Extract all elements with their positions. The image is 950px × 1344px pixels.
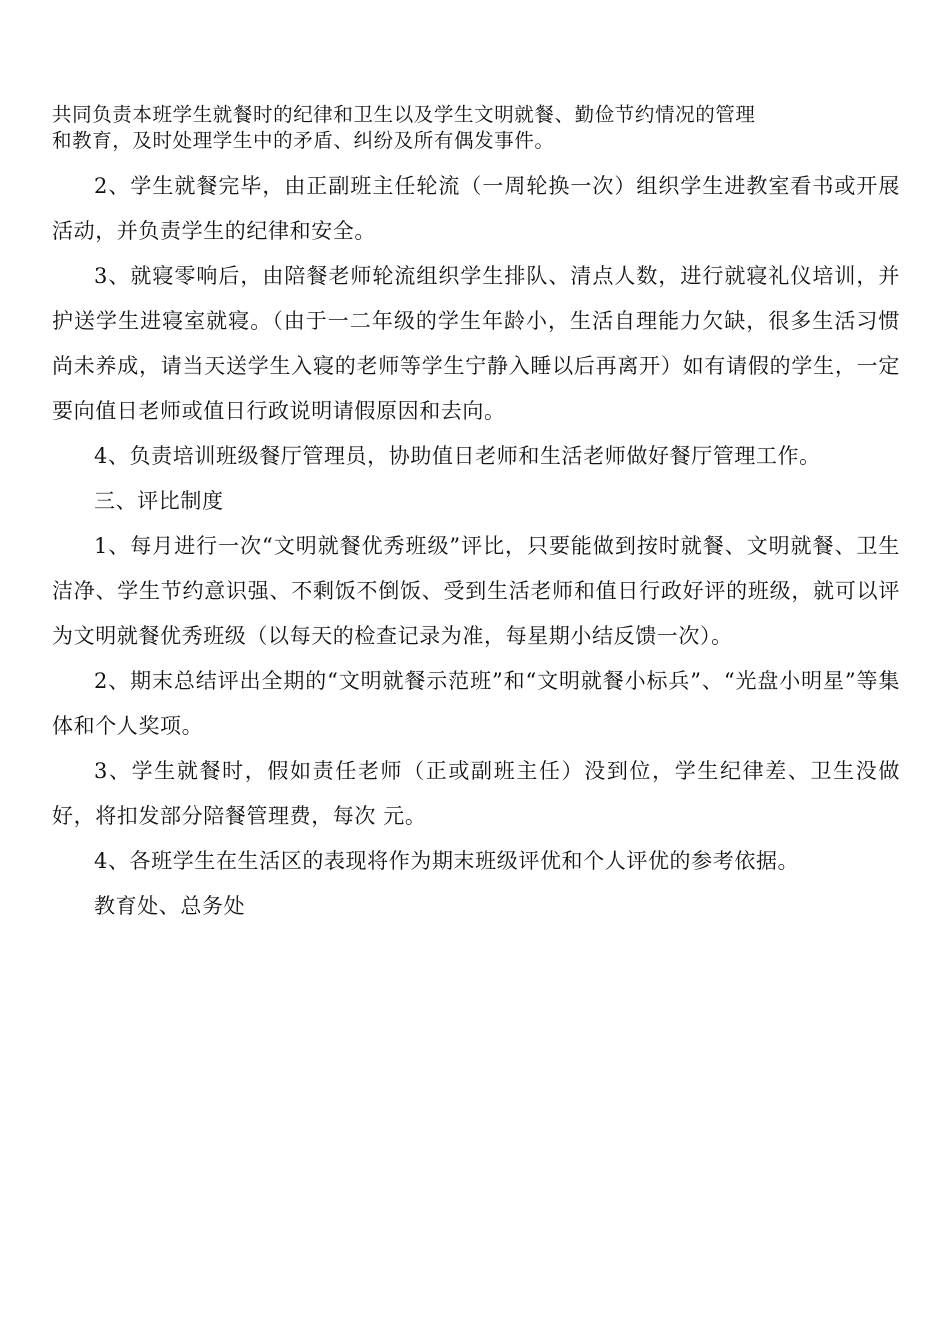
intro-line-2: 和教育，及时处理学生中的矛盾、纠纷及所有偶发事件。 [52, 129, 555, 152]
duty-paragraph-3: 3、就寝零响后，由陪餐老师轮流组织学生排队、清点人数，进行就寝礼仪培训，并护送学生进寝室就寝。（由于一二年级的学生年龄小，生活自理能力欠缺，很多生活习惯尚未养成，请当天送学生入寝的老师等学生宁静入睡以后再离开）如有请假的学生，一定要向值日老师或值日行政说明请假原因和去向。 [52, 264, 900, 423]
rule-paragraph-3: 3、学生就餐时，假如责任老师（正或副班主任）没到位，学生纪律差、卫生没做好，将扣发部分陪餐管理费，每次 元。 [52, 759, 900, 828]
section-heading: 三、评比制度 [94, 489, 224, 513]
issuer-signature: 教育处、总务处 [94, 894, 246, 918]
rule-paragraph-1: 1、每月进行一次“文明就餐优秀班级”评比，只要能做到按时就餐、文明就餐、卫生洁净、学生节约意识强、不剩饭不倒饭、受到生活老师和值日行政好评的班级，就可以评为文明就餐优秀班级（以每天的检查记录为准，每星期小结反馈一次）。 [52, 534, 900, 648]
duty-paragraph-2: 2、学生就餐完毕，由正副班主任轮流（一周轮换一次）组织学生进教室看书或开展活动，并负责学生的纪律和安全。 [52, 174, 900, 243]
duty-paragraph-4: 4、负责培训班级餐厅管理员，协助值日老师和生活老师做好餐厅管理工作。 [94, 444, 821, 468]
intro-paragraph [52, 102, 852, 154]
intro-line-1: 共同负责本班学生就餐时的纪律和卫生以及学生文明就餐、勤俭节约情况的管理 [52, 103, 756, 126]
rule-paragraph-2: 2、期末总结评出全期的“文明就餐示范班”和“文明就餐小标兵”、“光盘小明星”等集体和个人奖项。 [52, 669, 900, 738]
document-body [52, 164, 900, 929]
rule-paragraph-4: 4、各班学生在生活区的表现将作为期末班级评优和个人评优的参考依据。 [94, 849, 800, 873]
